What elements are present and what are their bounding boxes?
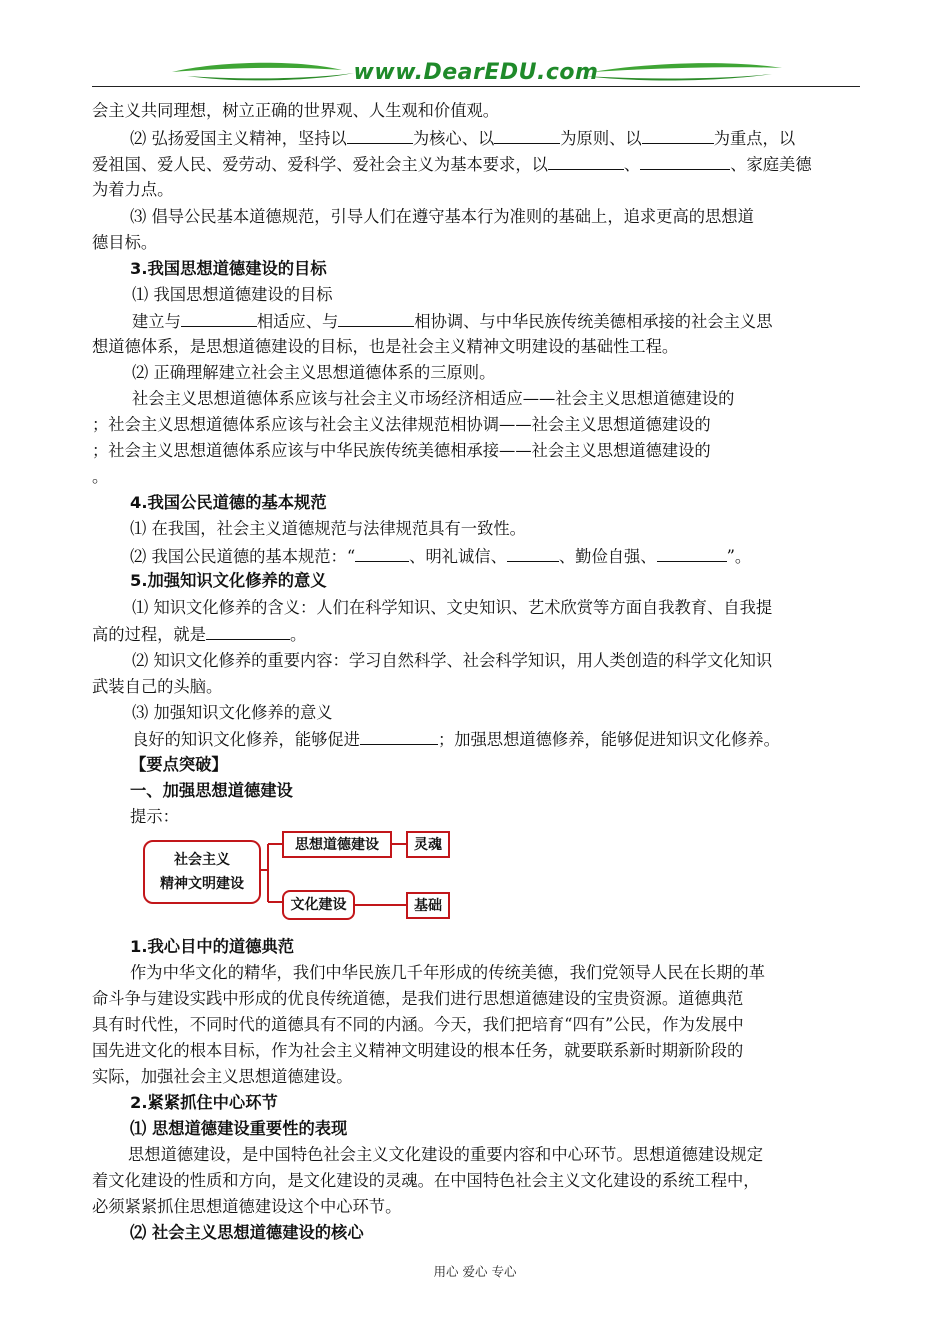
text-line: 命斗争与建设实践中形成的优良传统道德，是我们进行思想道德建设的宝贵资源。道德典范	[92, 989, 744, 1008]
header-divider	[92, 86, 860, 87]
text-line: 德目标。	[92, 233, 158, 252]
fill-blank	[360, 728, 438, 745]
text-line: ⑵ 正确理解建立社会主义思想道德体系的三原则。	[132, 363, 496, 382]
fill-blank	[548, 153, 624, 170]
text-line: 具有时代性，不同时代的道德具有不同的内涵。今天，我们把培育“四有”公民，作为发展中	[92, 1015, 744, 1034]
text-line: 高的过程，就是 。	[92, 625, 307, 644]
diagram-root-label: 精神文明建设	[160, 876, 244, 892]
text-line: 着文化建设的性质和方向，是文化建设的灵魂。在中国特色社会主义文化建设的系统工程中，	[92, 1171, 760, 1190]
section-heading: ⑵ 社会主义思想道德建设的核心	[130, 1223, 364, 1242]
text-line: 为着力点。	[92, 180, 174, 199]
fill-blank	[338, 310, 414, 327]
section-heading: 2.紧紧抓住中心环节	[130, 1093, 278, 1112]
diagram-root-label: 社会主义	[174, 852, 230, 868]
text-line: 武装自己的头脑。	[92, 677, 223, 696]
text-line: ⑴ 我国思想道德建设的目标	[132, 285, 333, 304]
section-heading: 【要点突破】	[130, 755, 228, 774]
diagram-node-culture: 文化建设	[282, 890, 355, 920]
text-line: ⑴ 知识文化修养的含义：人们在科学知识、文史知识、艺术欣赏等方面自我教育、自我提	[132, 598, 773, 617]
fill-blank	[206, 623, 290, 640]
fill-blank	[494, 127, 560, 144]
page-footer: 用心 爱心 专心	[433, 1264, 517, 1279]
text-line: 必须紧紧抓住思想道德建设这个中心环节。	[92, 1197, 402, 1216]
fill-blank	[640, 153, 730, 170]
text-line: ；社会主义思想道德体系应该与中华民族传统美德相承接——社会主义思想道德建设的	[92, 441, 711, 460]
fill-blank	[347, 127, 413, 144]
text-line: 作为中华文化的精华，我们中华民族几千年形成的传统美德，我们党领导人民在长期的革	[130, 963, 765, 982]
text-line: 思想道德建设，是中国特色社会主义文化建设的重要内容和中心环节。思想道德建设规定	[128, 1145, 763, 1164]
fill-blank	[507, 545, 559, 562]
concept-diagram	[140, 822, 460, 926]
section-heading: 5.加强知识文化修养的意义	[130, 571, 327, 590]
text-line: 实际，加强社会主义思想道德建设。	[92, 1067, 353, 1086]
fill-blank	[355, 545, 409, 562]
section-heading: 3.我国思想道德建设的目标	[130, 259, 327, 278]
fill-blank	[657, 545, 727, 562]
text-line: ⑴ 在我国，社会主义道德规范与法律规范具有一致性。	[130, 519, 526, 538]
text-line: 建立与 相适应、与 相协调、与中华民族传统美德相承接的社会主义思	[132, 312, 773, 331]
section-heading: ⑴ 思想道德建设重要性的表现	[130, 1119, 348, 1138]
diagram-node-foundation: 基础	[406, 892, 450, 919]
site-logo-text: www.DearEDU.com	[353, 60, 599, 85]
text-line: 。	[92, 467, 109, 486]
fill-blank	[642, 127, 714, 144]
text-line: 会主义共同理想，树立正确的世界观、人生观和价值观。	[92, 101, 500, 120]
diagram-node-soul: 灵魂	[406, 831, 450, 858]
text-line: ⑶ 倡导公民基本道德规范，引导人们在遵守基本行为准则的基础上，追求更高的思想道	[130, 207, 754, 226]
section-heading: 1.我心目中的道德典范	[130, 937, 295, 956]
section-heading: 4.我国公民道德的基本规范	[130, 493, 327, 512]
text-line: 想道德体系，是思想道德建设的目标，也是社会主义精神文明建设的基础性工程。	[92, 337, 679, 356]
text-line: 提示：	[130, 807, 179, 826]
text-line: 良好的知识文化修养，能够促进 ；加强思想道德修养，能够促进知识文化修养。	[132, 730, 780, 749]
text-line: ⑵ 弘扬爱国主义精神，坚持以 为核心、以 为原则、以 为重点，以	[130, 129, 796, 148]
text-line: ⑵ 知识文化修养的重要内容：学习自然科学、社会科学知识，用人类创造的科学文化知识	[132, 651, 773, 670]
text-line: ；社会主义思想道德体系应该与社会主义法律规范相协调——社会主义思想道德建设的	[92, 415, 711, 434]
text-line: ⑶ 加强知识文化修养的意义	[132, 703, 333, 722]
text-line: 社会主义思想道德体系应该与社会主义市场经济相适应——社会主义思想道德建设的	[132, 389, 735, 408]
site-header	[92, 58, 860, 92]
diagram-root-node	[143, 840, 261, 904]
section-heading: 一、加强思想道德建设	[130, 781, 293, 800]
diagram-node-ideology: 思想道德建设	[282, 831, 392, 858]
text-line: 国先进文化的根本目标，作为社会主义精神文明建设的根本任务，就要联系新时期新阶段的	[92, 1041, 744, 1060]
text-line: 爱祖国、爱人民、爱劳动、爱科学、爱社会主义为基本要求，以 、 、家庭美德	[92, 155, 812, 174]
text-line: ⑵ 我国公民道德的基本规范：“ 、明礼诚信、 、勤俭自强、 ”。	[130, 547, 752, 566]
fill-blank	[181, 310, 257, 327]
